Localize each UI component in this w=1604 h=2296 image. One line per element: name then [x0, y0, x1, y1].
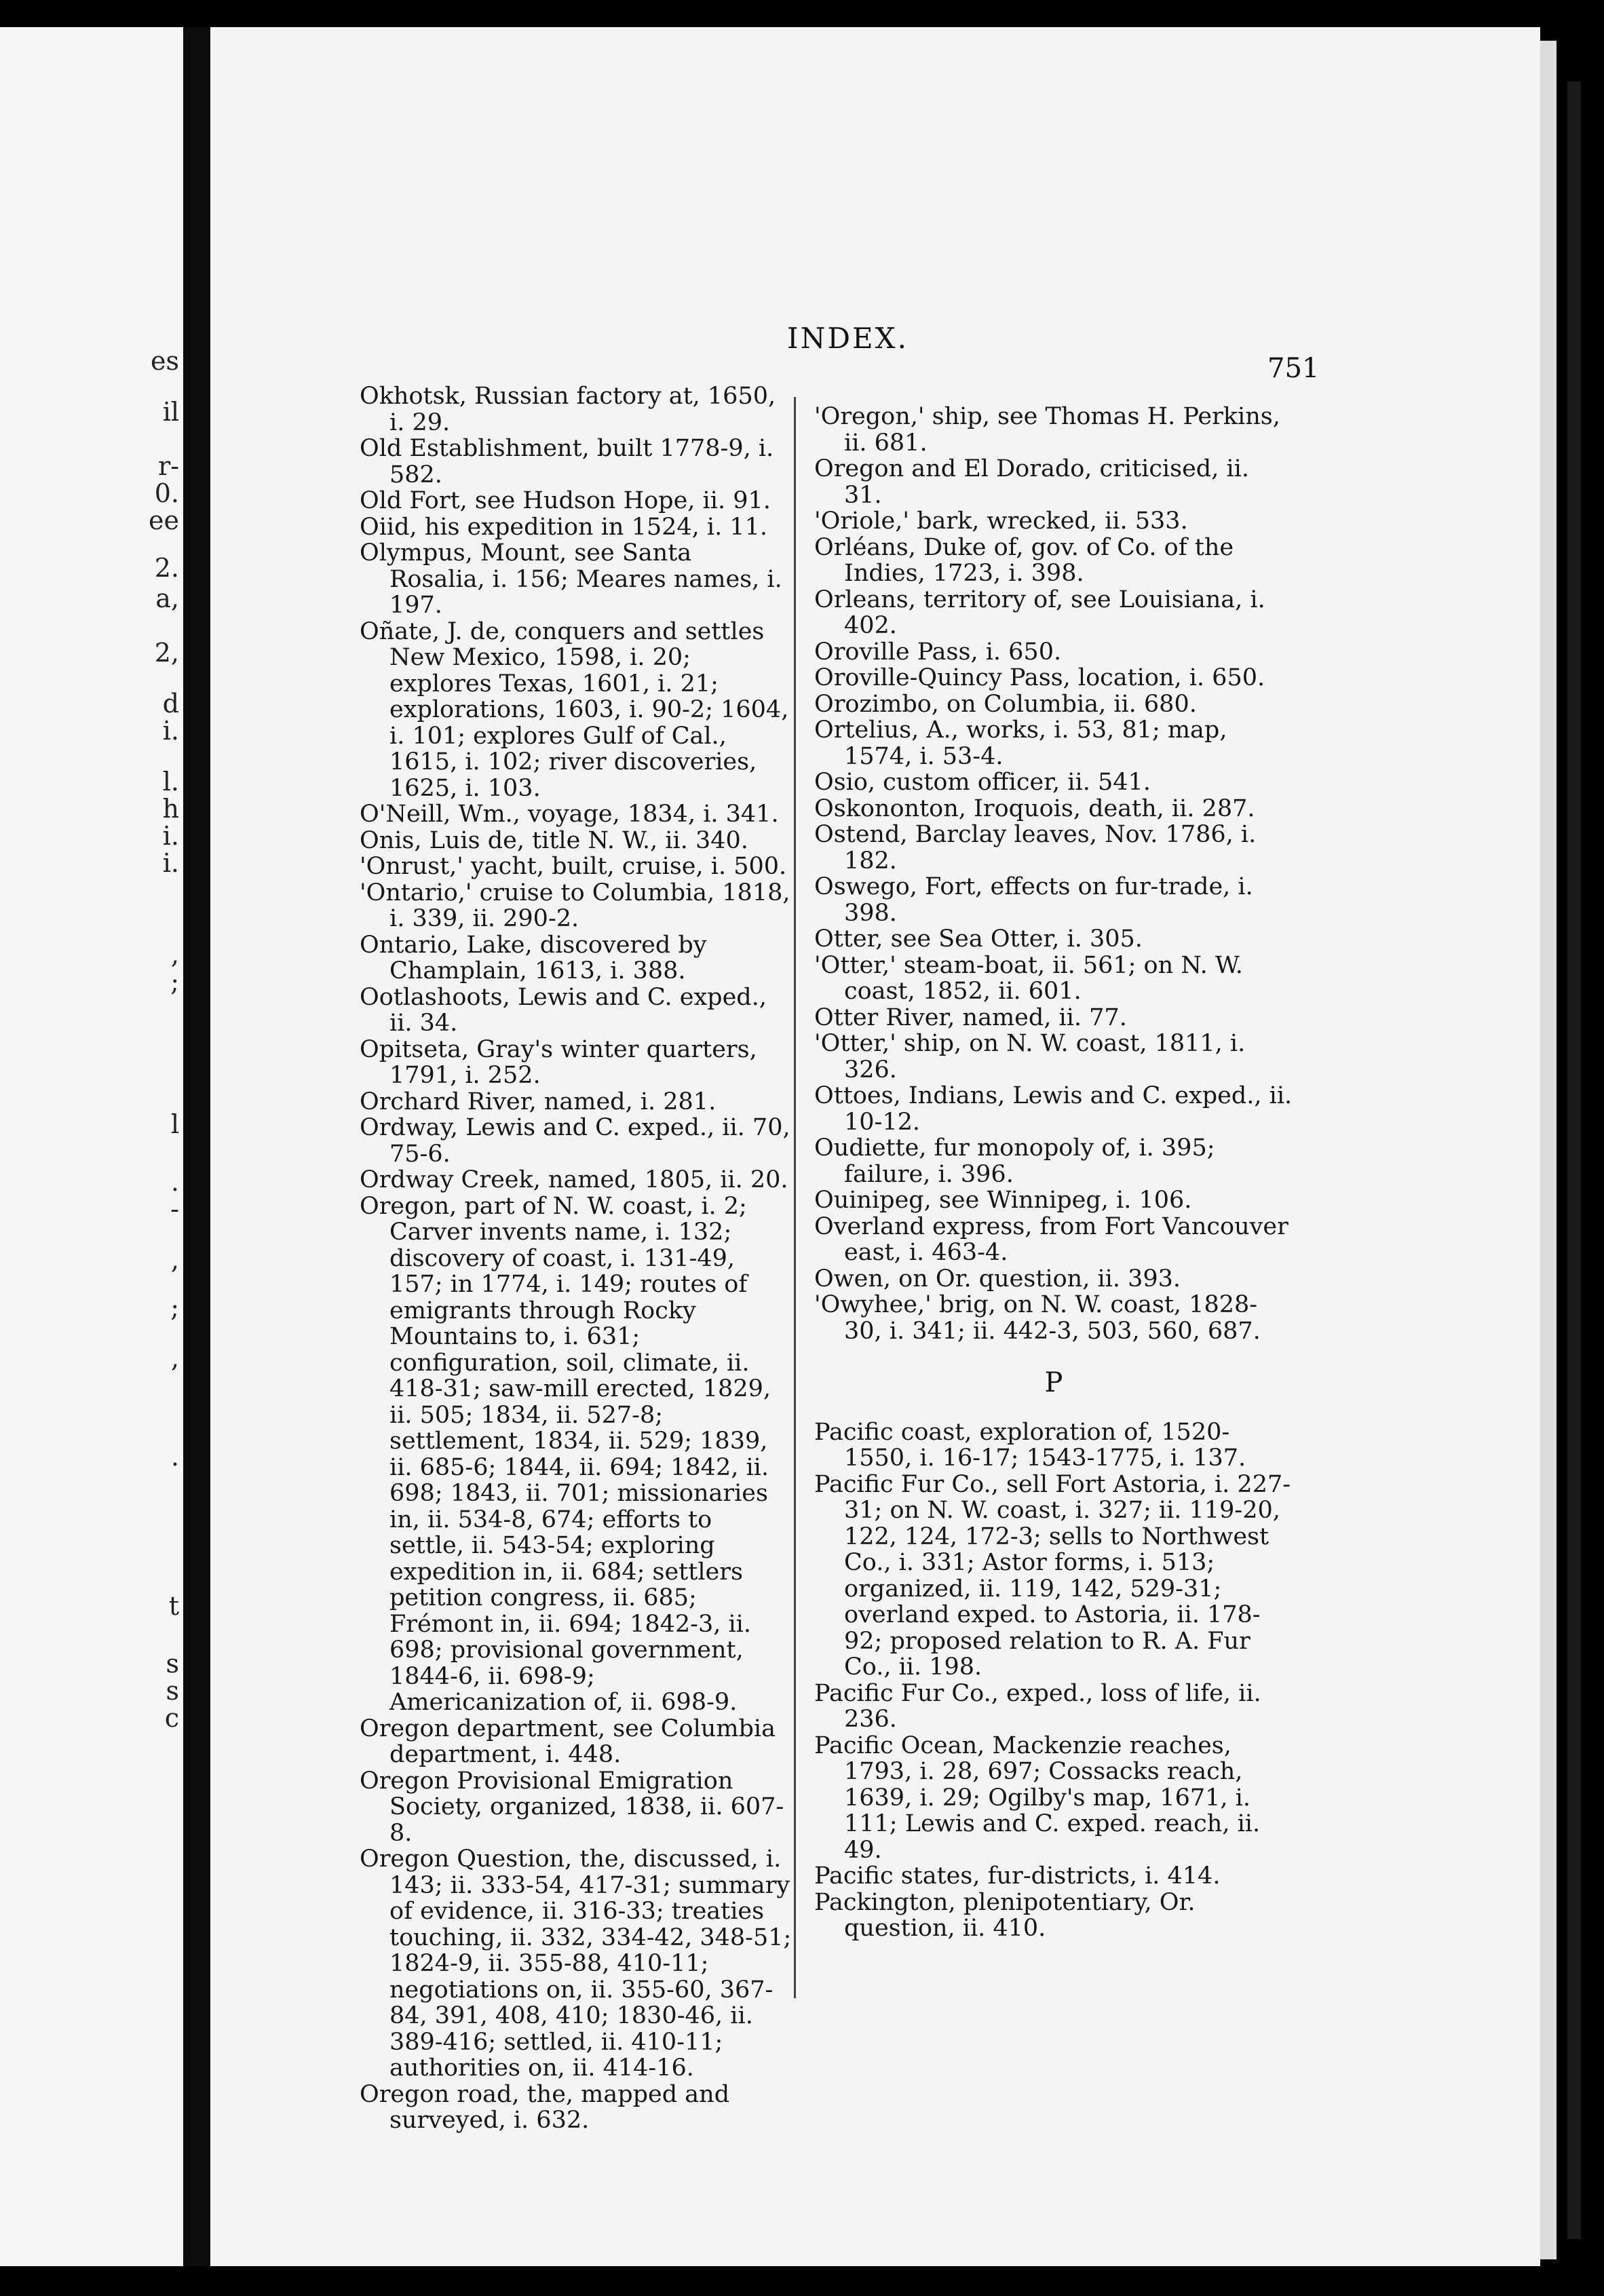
prev-fragment: ,	[170, 1343, 179, 1373]
book-gutter	[183, 27, 210, 2266]
index-entry: Osio, custom officer, ii. 541.	[814, 769, 1151, 796]
index-entry: Oregon Provisional Emigration Society, organized, 1838, ii. 607-8.	[360, 1767, 784, 1847]
prev-fragment: i.	[162, 716, 179, 746]
prev-fragment: -	[170, 1194, 179, 1224]
prev-fragment: ;	[170, 1293, 179, 1322]
prev-fragment: s	[166, 1676, 179, 1706]
prev-fragment: t	[168, 1591, 179, 1621]
index-entry: Ordway, Lewis and C. exped., ii. 70, 75-6.	[360, 1114, 790, 1168]
index-entry: Okhotsk, Russian factory at, 1650, i. 29.	[360, 383, 776, 436]
index-entry: Oregon and El Dorado, criticised, ii. 31.	[814, 455, 1249, 509]
prev-fragment: .	[170, 1442, 179, 1472]
index-entry: Oudiette, fur monopoly of, i. 395; failure, i. 396.	[814, 1134, 1215, 1188]
index-entry: 'Oriole,' bark, wrecked, ii. 533.	[814, 508, 1188, 535]
index-entry: 'Otter,' steam-boat, ii. 561; on N. W. coast, 1852, ii. 601.	[814, 951, 1243, 1005]
prev-fragment: .	[170, 1167, 179, 1197]
index-entry: Ortelius, A., works, i. 53, 81; map, 1574, i. 53-4.	[814, 716, 1227, 770]
index-entry: Ootlashoots, Lewis and C. exped., ii. 34.	[360, 983, 767, 1037]
index-entry: 'Otter,' ship, on N. W. coast, 1811, i. 326.	[814, 1030, 1246, 1084]
index-entry: Onis, Luis de, title N. W., ii. 340.	[360, 826, 748, 854]
index-entry: Orchard River, named, i. 281.	[360, 1088, 717, 1115]
index-entry: Pacific states, fur-districts, i. 414.	[814, 1862, 1221, 1890]
index-entry: 'Owyhee,' brig, on N. W. coast, 1828-30, i. 341; ii. 442-3, 503, 560, 687.	[814, 1291, 1261, 1345]
index-entry: Pacific coast, exploration of, 1520-1550, i. 16-17; 1543-1775, i. 137.	[814, 1418, 1246, 1472]
index-entry: Ordway Creek, named, 1805, ii. 20.	[360, 1166, 788, 1193]
prev-fragment: 2.	[154, 553, 179, 583]
index-entry: Oregon department, see Columbia department, i. 448.	[360, 1715, 776, 1768]
index-entry: Old Fort, see Hudson Hope, ii. 91.	[360, 487, 771, 514]
prev-fragment: ;	[170, 967, 179, 997]
page-header	[210, 312, 1540, 384]
prev-fragment: l.	[162, 767, 179, 797]
prev-fragment: a,	[155, 583, 179, 613]
page-edge	[1540, 41, 1557, 2259]
index-entry: Oroville-Quincy Pass, location, i. 650.	[814, 664, 1265, 691]
index-entry: 'Onrust,' yacht, built, cruise, i. 500.	[360, 853, 787, 880]
index-entry: Old Establishment, built 1778-9, i. 582.	[360, 435, 774, 489]
index-entry: Overland express, from Fort Vancouver east, i. 463-4.	[814, 1212, 1288, 1266]
index-entry: Otter, see Sea Otter, i. 305.	[814, 925, 1143, 953]
index-entry: 'Oregon,' ship, see Thomas H. Perkins, ii. 681.	[814, 403, 1280, 457]
prev-fragment: i.	[162, 821, 179, 851]
index-entry: Pacific Ocean, Mackenzie reaches, 1793, i. 28, 697; Cossacks reach, 1639, i. 29; Ogilby's map, 1671, i. 111; Lewis and C. exped. reach, ii. 49.	[814, 1731, 1261, 1864]
prev-fragment: c	[164, 1703, 179, 1733]
index-entry: Ontario, Lake, discovered by Champlain, 1613, i. 388.	[360, 931, 707, 984]
index-entry: Ottoes, Indians, Lewis and C. exped., ii. 10-12.	[814, 1082, 1293, 1136]
prev-fragment: ,	[170, 940, 179, 970]
index-entry: Oregon road, the, mapped and surveyed, i. 632.	[360, 2080, 730, 2134]
previous-page-edge	[0, 27, 183, 2266]
index-entry: Opitseta, Gray's winter quarters, 1791, i. 252.	[360, 1035, 757, 1089]
index-entry: Ouinipeg, see Winnipeg, i. 106.	[814, 1187, 1192, 1214]
index-entry: Otter River, named, ii. 77.	[814, 1003, 1127, 1031]
index-entry: Oroville Pass, i. 650.	[814, 638, 1062, 666]
index-entry: Packington, plenipotentiary, Or. question, ii. 410.	[814, 1888, 1196, 1942]
prev-fragment: s	[166, 1649, 179, 1679]
index-entry: Oswego, Fort, effects on fur-trade, i. 398.	[814, 873, 1253, 927]
index-page	[210, 27, 1540, 2266]
index-entry: Owen, on Or. question, ii. 393.	[814, 1265, 1181, 1293]
index-entry: Orléans, Duke of, gov. of Co. of the Indies, 1723, i. 398.	[814, 533, 1234, 587]
prev-fragment: il	[162, 397, 179, 427]
index-entry: Oiid, his expedition in 1524, i. 11.	[360, 513, 768, 541]
index-entry: Oñate, J. de, conquers and settles New Mexico, 1598, i. 20; explores Texas, 1601, i. 21; explorations, 1603, i. 90-2; 1604, i. 101; explores Gulf of Cal., 1615, i. 102; river discoveries, 1625, i. 103.	[360, 617, 789, 802]
page-title: INDEX.	[787, 322, 909, 355]
index-entry: Ostend, Barclay leaves, Nov. 1786, i. 182.	[814, 821, 1257, 875]
book-cover-edge	[1567, 81, 1581, 2239]
index-entry: Orleans, territory of, see Louisiana, i. 402.	[814, 586, 1265, 639]
index-entry: Oregon Question, the, discussed, i. 143; ii. 333-54, 417-31; summary of evidence, ii. 316-33; treaties touching, ii. 332, 334-42, 348-51; 1824-9, ii. 355-88, 410-11; negotiations on, ii. 355-60, 367-84, 391, 408, 410; 1830-46, ii. 389-416; settled, ii. 410-11; authorities on, ii. 414-16.	[360, 1845, 792, 2082]
index-entry: Oregon, part of N. W. coast, i. 2; Carver invents name, i. 132; discovery of coast, i. 131-49, 157; in 1774, i. 149; routes of emigrants through Rocky Mountains to, i. 631; configuration, soil, climate, ii. 418-31; saw-mill erected, 1829, ii. 505; 1834, ii. 527-8; settlement, 1834, ii. 529; 1839, ii. 685-6; 1844, ii. 694; 1842, ii. 698; 1843, ii. 701; missionaries in, ii. 534-8, 674; efforts to settle, ii. 543-54; exploring expedition in, ii. 684; settlers petition congress, ii. 685; Frémont in, ii. 694; 1842-3, ii. 698; provisional government, 1844-6, ii. 698-9; Americanization of, ii. 698-9.	[360, 1192, 771, 1716]
section-letter-heading: P	[1044, 1367, 1063, 1398]
index-entry: Oskononton, Iroquois, death, ii. 287.	[814, 795, 1255, 822]
prev-fragment: r-	[157, 451, 179, 481]
left-column	[360, 383, 794, 2134]
prev-fragment: es	[151, 346, 179, 376]
prev-fragment: l	[170, 1109, 179, 1139]
prev-fragment: ee	[149, 505, 179, 535]
prev-fragment: 2,	[154, 638, 179, 668]
index-entry: Pacific Fur Co., sell Fort Astoria, i. 227-31; on N. W. coast, i. 327; ii. 119-20, 122, 124, 172-3; sells to Northwest Co., i. 331; Astor forms, i. 513; organized, ii. 119, 142, 529-31; overland exped. to Astoria, ii. 178-92; proposed relation to R. A. Fur Co., ii. 198.	[814, 1470, 1291, 1681]
prev-fragment: d	[162, 689, 179, 719]
index-entry: O'Neill, Wm., voyage, 1834, i. 341.	[360, 801, 779, 828]
prev-fragment: i.	[162, 848, 179, 878]
prev-fragment: 0.	[154, 478, 179, 508]
index-entry: Orozimbo, on Columbia, ii. 680.	[814, 690, 1197, 718]
index-entry: Olympus, Mount, see Santa Rosalia, i. 156; Meares names, i. 197.	[360, 539, 782, 619]
prev-fragment: ,	[170, 1245, 179, 1275]
right-column	[814, 404, 1293, 1942]
index-entry: 'Ontario,' cruise to Columbia, 1818, i. 339, ii. 290-2.	[360, 879, 790, 932]
page-number: 751	[1267, 353, 1320, 384]
index-entry: Pacific Fur Co., exped., loss of life, ii. 236.	[814, 1679, 1261, 1733]
prev-fragment: h	[162, 794, 179, 824]
column-divider	[794, 397, 796, 1998]
